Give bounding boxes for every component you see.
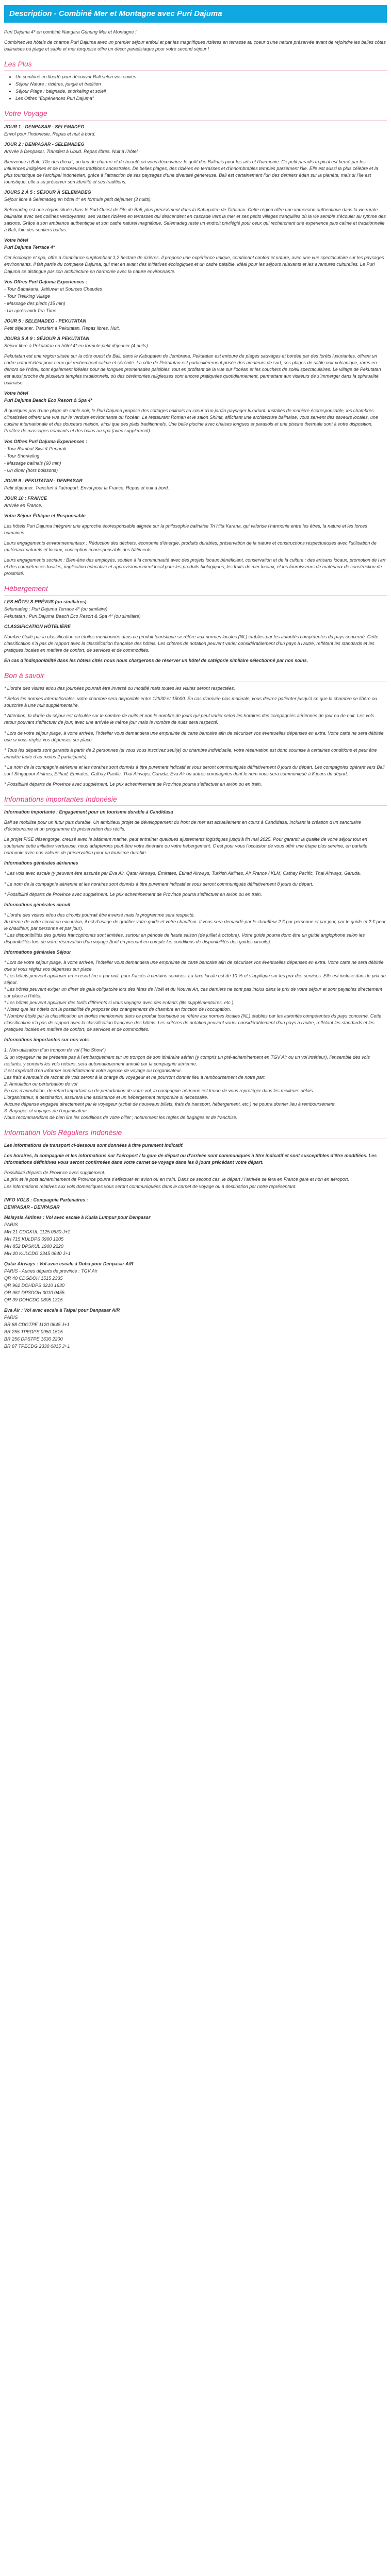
section-heading-lodging: Hébergement — [4, 583, 387, 595]
day-title: JOURS 5 À 9 : SÉJOUR À PEKUTATAN — [4, 335, 90, 341]
offers-block — [4, 279, 387, 314]
good-item: * Possibilité départs de Province avec supplément. Le prix acheminement de Province pourra s’effectuer en avion ou en train. — [4, 781, 262, 787]
flight-line: BR 88 CDGTPE 1120 0645 J+1 — [4, 1322, 70, 1328]
list-item: • Séjour Nature : rizières, jungle et tradition — [15, 81, 387, 88]
offer-item: - Un après-midi Tea Time — [4, 308, 57, 313]
day-text: Arrivée en France. — [4, 502, 43, 508]
day-block — [4, 478, 387, 492]
lodging-line: Selemadeg : Puri Dajuma Terrace 4* (ou similaire) — [4, 606, 108, 612]
day-block — [4, 495, 387, 509]
offer-item: - Tour Snorkeling — [4, 453, 40, 459]
info-paragraph: * Le nom de la compagnie aérienne et les horaires sont donnés à titre purement indicatif et vous seront communiqués définitivement 8 jours du départ. — [4, 881, 314, 887]
flight-group — [4, 1214, 387, 1257]
offer-item: - Tour Babakana, Jatiluwih et Sources Chaudes — [4, 286, 102, 292]
info-subtitle: Informations importantes sur nos vols — [4, 1037, 89, 1043]
flights-paragraph: Possibilité départs de Province avec supplément. Le prix et le post acheminement de Province pourra s’effectuer en avion ou en train. Dans ce second cas, le départ / l’arrivée se fera en France gare et non en aéroport. Les informations relatives aux vols domestiques vous seront communiquées dans le carnet de voyage ou à destination par notre représentant. — [4, 1170, 349, 1189]
flight-group-title: Eva Air : Vol avec escale à Taipei pour Denpasar A/R — [4, 1308, 120, 1313]
classification-text: Nombre étoilé par la classification en étoiles mentionnée dans ce produit touristique se réfère aux normes locales (NL) établies par les autorités compétentes du pays concerné. Cette classification n’a pas de rapport avec la classification française des hôtels. Les critères de notation peuvent varier considérablement d’un pays à l’autre, reflétant les standards et les pratiques locales en matière de confort, de services et de commodités. — [4, 634, 379, 653]
info-title: Information importante : Engagement pour un tourisme durable à Candidasa — [4, 809, 173, 815]
day-block — [4, 124, 387, 138]
flight-line: MH 20 KULCDG 2345 0640 J+1 — [4, 1250, 71, 1256]
day-text: Arrivée à Denpasar. Transfert à Ubud. Repas libres. Nuit à l’hôtel. — [4, 148, 139, 154]
flight-line: PARIS — [4, 1315, 18, 1320]
info-paragraph: * Possibilité départs de Province avec supplément. Le prix acheminement de Province pourra s’effectuer en avion ou en train. — [4, 891, 262, 897]
flight-line: QR 961 DPSDOH 0010 0455 — [4, 1290, 65, 1296]
offers-title: Vos Offres Puri Dajuma Experiences : — [4, 438, 88, 444]
info-subtitle: Informations générales circuit — [4, 902, 71, 907]
hotel-label: Votre hôtel — [4, 238, 28, 243]
flight-line: QR 962 DOHDPS 0210 1630 — [4, 1283, 65, 1289]
flight-line: MH 715 KULDPS 0900 1205 — [4, 1236, 64, 1242]
flight-line: PARIS — [4, 1222, 18, 1227]
good-item: * Lors de votre séjour plage, à votre arrivée, l’hôtelier vous demandera une empreinte de carte bancaire afin de sécuriser vos éventuelles dépenses en extra. Votre carte ne sera débitée que si vous réglez vos dépenses sur place. — [4, 730, 384, 742]
responsible-paragraph: Leurs engagements environnementaux : Réduction des déchets, économie d’énergie, produits durables, préservation de la nature et constructions respectueuses avec l’utilisation de matériaux naturels et locaux, conception écoresponsable des bâtiments. — [4, 540, 377, 553]
day-text: Envol pour l’Indonésie. Repas et nuit à bord. — [4, 131, 96, 137]
day-text: Petit déjeuner. Transfert à Pekutatan. Repas libres. Nuit. — [4, 325, 120, 331]
responsible-paragraph: Leurs engagements sociaux : Bien-être des employés, soutien à la communauté avec des projets locaux bénéficiant, conservation et de la culture : des artisans locaux, promotion de l’art et des compétences locales, implication éducative et approvisionnement local pour les produits biologiques, les fruits de mer locaux, et les fournisseurs de matériaux de construction de proximité. — [4, 557, 386, 577]
info-paragraph: 1. Non-utilisation d’un tronçon de vol ("No Show") Si un voyageur ne se présente pas à l’embarquement sur un tronçon de son itinéraire aérien (y compris un pré-acheminement en TGV Air ou un vol intérieur), l’ensemble des vols restants, y compris les vols retours, sera automatiquement annulé par la compagnie aérienne. Il est impératif d’en informer immédiatement votre agence de voyage ou l’organisateur. Les frais éventuels de rachat de vols seront à la charge du voyageur et ne pourront donner lieu à remboursement de notre part. 2. Annulation ou perturbation de vol En cas d’annulation, de retard important ou de perturbation de votre vol, la compagnie aérienne est tenue de vous reprotéger dans les meilleurs délais. L’organisateur, à destination, assurera une assistance et un hébergement temporaire si nécessaire. Aucune dépense engagée directement par le voyageur (achat de nouveaux billets, frais de transport, hébergement, etc.) ne pourra donner lieu à remboursement. 3. Bagages et voyages de l’organisateur Nous recommandons de bien lire les conditions de votre billet ; notamment les règles de bagages et de franchise. — [4, 1047, 370, 1120]
hotel-description: Cet écolodge et spa, offre à l’ambiance surplombant 1,2 hectare de rizières. Il propose une expérience unique, combinant confort et nature, avec une vue spectaculaire sur les paysages environnants. Il fait partie du complexe Dajuma, qui met en avant des initiatives écologiques et un cadre paisible, idéal pour les séjours relaxants et les aventures culturelles. Le Puri Dajuma se distingue par son architecture en harmonie avec la nature environnante. — [4, 255, 384, 274]
flight-group-title: Qatar Airways : Vol avec escale à Doha pour Denpasar A/R — [4, 1261, 134, 1266]
day-text: Séjour libre à Selemadeg en hôtel 4* en formule petit déjeuner (3 nuits). — [4, 197, 152, 202]
hotel-name: Puri Dajuma Terrace 4* — [4, 245, 55, 250]
section-heading-voyage: Votre Voyage — [4, 108, 387, 120]
section-heading-info: Informations importantes Indonésie — [4, 794, 387, 806]
day-title: JOUR 1 : DENPASAR - SELEMADEG — [4, 124, 85, 129]
responsible-paragraph: Les hôtels Puri Dajuma intègrent une approche écoresponsable alignée sur la philosophie balinaise Tri Hita Karana, qui valorise l’harmonie entre les êtres, la nature et les forces humaines. — [4, 523, 367, 536]
section-heading-flights: Information Vols Réguliers Indonésie — [4, 1127, 387, 1139]
day-block — [4, 189, 387, 203]
section-heading-plus: Les Plus — [4, 59, 387, 71]
day-text: Petit déjeuner. Transfert à l’aéroport. Envol pour la France. Repas et nuit à bord. — [4, 485, 169, 490]
welcome-paragraph: Bienvenue à Bali. "l’île des dieux", un lieu de charme et de beauté où vous découvrirez le goût des Balinais pour les arts et l’harmonie. Ce petit paradis tropical est bercé par les influences indigènes et de nombreuses traditions ancestrales. De belles plages, des rizières en terrasses et d’innombrables temples parsèment l’île. Elle est aussi la plus célèbre et la plus touristique de l’archipel indonésien, grâce à l’attraction de ses paysages d’une diversité généreuse. Bali est certainement l’un des derniers éden sur la planète, mais si l’île est touristique, elle a su préserver son identité et ses traditions. — [4, 159, 378, 184]
day-title: JOUR 10 : FRANCE — [4, 495, 47, 501]
flight-line: BR 87 TPECDG 2330 0815 J+1 — [4, 1344, 70, 1349]
offer-item: - Massage des pieds (15 min) — [4, 300, 66, 306]
flight-group — [4, 1307, 387, 1350]
info-paragraph: * Les vols avec escale (y peuvent être assurés par Eva Air, Qatar Airways, Emirates, Etihad Airways, Turkish Airlines, Air France / KLM, Cathay Pacific, Thai Airways, Garuda. — [4, 871, 361, 876]
info-subtitle: Informations générales aériennes — [4, 860, 78, 866]
day-title: JOUR 2 : DENPASAR - SELEMADEG — [4, 141, 85, 147]
day-block — [4, 335, 387, 349]
flight-group-title: Malaysia Airlines : Vol avec escale à Kuala Lumpur pour Denpasar — [4, 1214, 151, 1220]
section-heading-good: Bon à savoir — [4, 670, 387, 682]
list-item: • Séjour Plage : baignade, snorkeling et soleil — [15, 88, 387, 95]
offers-block — [4, 438, 387, 474]
day-title: JOURS 2 À 5 : SÉJOUR À SELEMADEG — [4, 190, 91, 195]
offer-item: - Tour Rambut Siwi & Penarak — [4, 446, 67, 451]
plus-list — [4, 74, 387, 102]
flight-line: QR 40 CDGDOH 1515 2335 — [4, 1276, 63, 1281]
hotel-name: Puri Dajuma Beach Eco Resort & Spa 4* — [4, 398, 93, 403]
flights-paragraph: Les informations de transport ci-dessous sont données à titre purement indicatif. — [4, 1143, 184, 1148]
hotel-label: Votre hôtel — [4, 391, 28, 396]
flight-line: BR 255 TPEDPS 0950 1515 — [4, 1329, 63, 1335]
hotel-block — [4, 237, 387, 251]
info-subtitle: Informations générales Séjour — [4, 949, 71, 955]
day-title: JOUR 9 : PEKUTATAN - DENPASAR — [4, 478, 83, 483]
day-title: JOUR 5 : SELEMADEG - PEKUTATAN — [4, 318, 87, 324]
flight-line: PARIS - Autres départs de province : TGV Air — [4, 1268, 97, 1274]
good-item: * Tous les départs sont garantis à partir de 2 personnes (si vous vous inscrivez seul(e) ou chambre individuelle, votre réservation est donc soumise à certaines conditions et peut être annulée faute d’au moins 2 participants). — [4, 747, 377, 759]
offers-title: Vos Offres Puri Dajuma Experiences : — [4, 279, 88, 284]
offer-item: - Un dîner (hors boissons) — [4, 467, 58, 473]
offer-item: - Tour Trekking Village — [4, 293, 50, 299]
info-paragraph: * L’ordre des visites et/ou des circuits pourrait être inversé mais le programme sera respecté. Au terme de votre circuit ou excursion, il est d’usage de gratifier votre guide et votre chauffeur. Il vous sera demandé par le chauffeur 2 € par personne et par jour, par le guide et 2 € pour le chauffeur, par personne et par jour). * Les disponibilités des guides francophones sont limitées, surtout en période de haute saison (de juillet à octobre). Votre guide pourra donc être un guide anglophone selon les disponibilités lors de votre réservation d’un voyage (tout en prenant en compte les conditions de disponibilités des guides circuits). — [4, 912, 386, 944]
intro-paragraph: Combinez les hôtels de charme Puri Dajuma avec un premier séjour enfoui et par les magnifiques rizières en terrasse au coeur d’une nature préservée avant de rejoindre les belles côtes balinaises où plage et sable et mer turquoise offre un décor paradisiaque pour votre second séjour ! — [4, 39, 386, 52]
flight-line: QR 39 DOHCDG 0805 1315 — [4, 1297, 63, 1303]
list-item: • Un combiné en liberté pour découvrir Bali selon vos envies — [15, 74, 387, 80]
lodging-line: Pekutatan : Puri Dajuma Beach Eco Resort & Spa 4* (ou similaire) — [4, 613, 141, 619]
flight-group — [4, 1261, 387, 1303]
info-paragraph: Bali se mobilise pour un futur plus durable. Un ambitieux projet de développement du front de mer est actuellement en cours à Candidasa, incluant la création d’un sanctuaire d’écotourisme et un programme de préservation des récifs. — [4, 820, 361, 832]
lodging-title: LES HÔTELS PRÉVUS (ou similaires) — [4, 599, 87, 604]
page-title: Description - Combiné Mer et Montagne avec Puri Dajuma — [4, 5, 387, 23]
flight-group-title: INFO VOLS : Compagnie Partenaires : — [4, 1197, 88, 1202]
responsible-title: Votre Séjour Éthique et Responsable — [4, 513, 86, 518]
offer-item: - Massage balinais (60 min) — [4, 460, 61, 466]
good-item: * Selon les normes internationales, votre chambre sera disponible entre 12h30 et 15h00. En cas d’arrivée plus matinale, vous devrez patienter jusqu’à ce que la chambre se libère ou souscrire à une nuit supplémentaire. — [4, 696, 377, 708]
intro-line: Puri Dajuma 4* en combiné Nangara Gunung Mer et Montagne ! — [4, 29, 137, 35]
good-item: * Le nom de la compagnie aérienne et les horaires sont donnés à titre purement indicatif et vous seront communiqués définitivement 8 jours du départ. Les compagnies opérant vers Bali sont Singapour Airlines, Etihad, Emirates, Cathay Pacific, Thai Airways, Garuda, Eva Air ou autres compagnies dont le nom vous sera communiqué à 8 jours du départ. — [4, 764, 385, 776]
flights-paragraph: Les horaires, la compagnie et les informations sur l’aéroport / la gare de départ ou d’arrivée sont communiqués à titre indicatif et sont susceptibles d’être modifiées. Les informations définitives vous seront confirmées dans votre carnet de voyage dans les 8 jours précédant votre départ. — [4, 1153, 377, 1165]
classification-title: CLASSIFICATION HÔTELIÈRE — [4, 623, 71, 629]
day-text: Séjour libre à Pekutatan en hôtel 4* en formule petit déjeuner (4 nuits). — [4, 343, 150, 348]
pekutatan-paragraph: Pekutatan est une région située sur la côte ouest de Bali, dans le Kabupaten de Jembrana. Pekutatan est entouré de plages sauvages et bordée par des forêts luxuriantes, offrant un cadre naturel idéal pour ceux qui recherchent calme et sérénité. La côte de Pekutatan est particulièrement prisée des amateurs de surf, ses plages de sable noir volcanique, rares en dehors de l’hôtel, sont également idéales pour de longues promenades paisibles, tout en profitant de la vue sur l’océan et les couchers de soleil spectaculaires. Le village de Pekutatan est aussi proche de plusieurs temples traditionnels, où des cérémonies religieuses sont encore pratiquées quotidiennement, permettant aux visiteurs de s’immerger dans la spiritualité balinaise. — [4, 353, 381, 386]
list-item: • Les Offres "Expériences Puri Dajuma" — [15, 95, 387, 102]
selemadeg-paragraph: Selemadeg est une région située dans le Sud-Ouest de l’île de Bali, plus précisément dans la Kabupaten de Tabanan. Cette région offre une immersion authentique dans la vie rurale balinaise avec ses collines verdoyantes, ses vastes rizières en terrasses qui descendent en cascade vers la mer et ses petits villages tranquilles où la vie semble s’écouler au rythme des saisons. Grâce à son ambiance authentique et son cadre naturel magnifique, Selemadeg reste un endroit privilégié pour ceux qui recherchent une expérience plus calme et traditionnelle à Bali, loin des sentiers battus. — [4, 207, 386, 233]
day-block — [4, 141, 387, 155]
info-paragraph: Le projet FISE désengorge, creusé avec le bâtiment marine, peut entraîner quelques ajustements logistiques jusqu’à fin mai 2025. Pour garantir la qualité de votre séjour tout en soutenant cette initiative vertueuse, nous adapterons peut-être votre itinéraire ou votre hébergement. C’est pour vous l’occasion de vous offrir une étape plus sereine, en parfaite harmonie avec nos valeurs de préservation pour un tourisme durable. — [4, 837, 368, 856]
lodging-block — [4, 599, 387, 620]
good-item: * Attention, la durée du séjour est calculée sur le nombre de nuits et non le nombre de jours qui peut varier selon les horaires des compagnies aériennes de jour ou de nuit. Les vols retour pouvant s’effectuer de jour, avec une arrivée le même jour mais le nombre de nuits sera respecté. — [4, 713, 374, 725]
day-block — [4, 318, 387, 332]
info-paragraph: * Lors de votre séjour plage, à votre arrivée, l’hôtelier vous demandera une empreinte de carte bancaire afin de sécuriser vos éventuelles dépenses en extra. Votre carte ne sera débitée que si vous réglez vos dépenses sur place. * Les hôtels peuvent appliquer un « resort fee » par nuit, pour l’accès à certains services. La taxe locale est de 10 % et s’applique sur les prix des services. Elle est incluse dans le prix du séjour. * Les hôtels peuvent exiger un dîner de gala obligatoire lors des fêtes de Noël et du Nouvel An, ces derniers ne sont pas inclus dans le prix de votre séjour et sont payables directement sur place à l’hôtel. * Les hôtels peuvent appliquer des tarifs différents si vous voyagez avec des enfants (lits supplémentaires, etc.). * Notez que les hôtels ont la possibilité de proposer des changements de chambre en fonction de l’occupation. * Nombre étoilé par la classification en étoiles mentionnée dans ce produit touristique se réfère aux normes locales (NL) établies par les autorités compétentes du pays concerné. Cette classification n’a pas de rapport avec la classification française des hôtels. Les critères de notation peuvent varier considérablement d’un pays à l’autre, reflétant les standards et les pratiques locales en matière de confort, de services et de commodités. — [4, 959, 386, 1032]
flight-line: MH 852 DPSKUL 1900 2220 — [4, 1243, 63, 1249]
good-item: * L’ordre des visites et/ou des journées pourrait être inversé ou modifié mais toutes les visites seront respectées. — [4, 686, 235, 691]
lodging-note: En cas d’indisponibilité dans les hôtels cités nous nous chargerons de réserver un hôtel de catégorie similaire sélectionné par nos soins. — [4, 657, 308, 663]
flight-group — [4, 1197, 387, 1211]
flight-line: MH 21 CDGKUL 1125 0630 J+1 — [4, 1229, 70, 1234]
hotel-block — [4, 390, 387, 404]
flight-line: DENPASAR - DENPASAR — [4, 1204, 60, 1210]
hotel-description: À quelques pas d’une plage de sable noir, le Puri Dajuma propose des cottages balinais au cœur d’un jardin paysager luxuriant. Installés de manière écoresponsable, les chambres climatisées offrent une vue sur le verdure environnante ou l’océan. Le restaurant Roman et le salon Shimit, affichant une architecture balinaise, vous servent des saveurs locales, une cuisine internationale et des douceurs maison, ainsi que des plats traditionnels. Une belle piscine avec chaises longues et parasols et une piscine thermale sont à votre disposition. Profitez de massages relaxants et des bains au spa (avec supplément). — [4, 408, 378, 434]
flight-line: BR 256 DPSTPE 1630 2200 — [4, 1336, 63, 1342]
